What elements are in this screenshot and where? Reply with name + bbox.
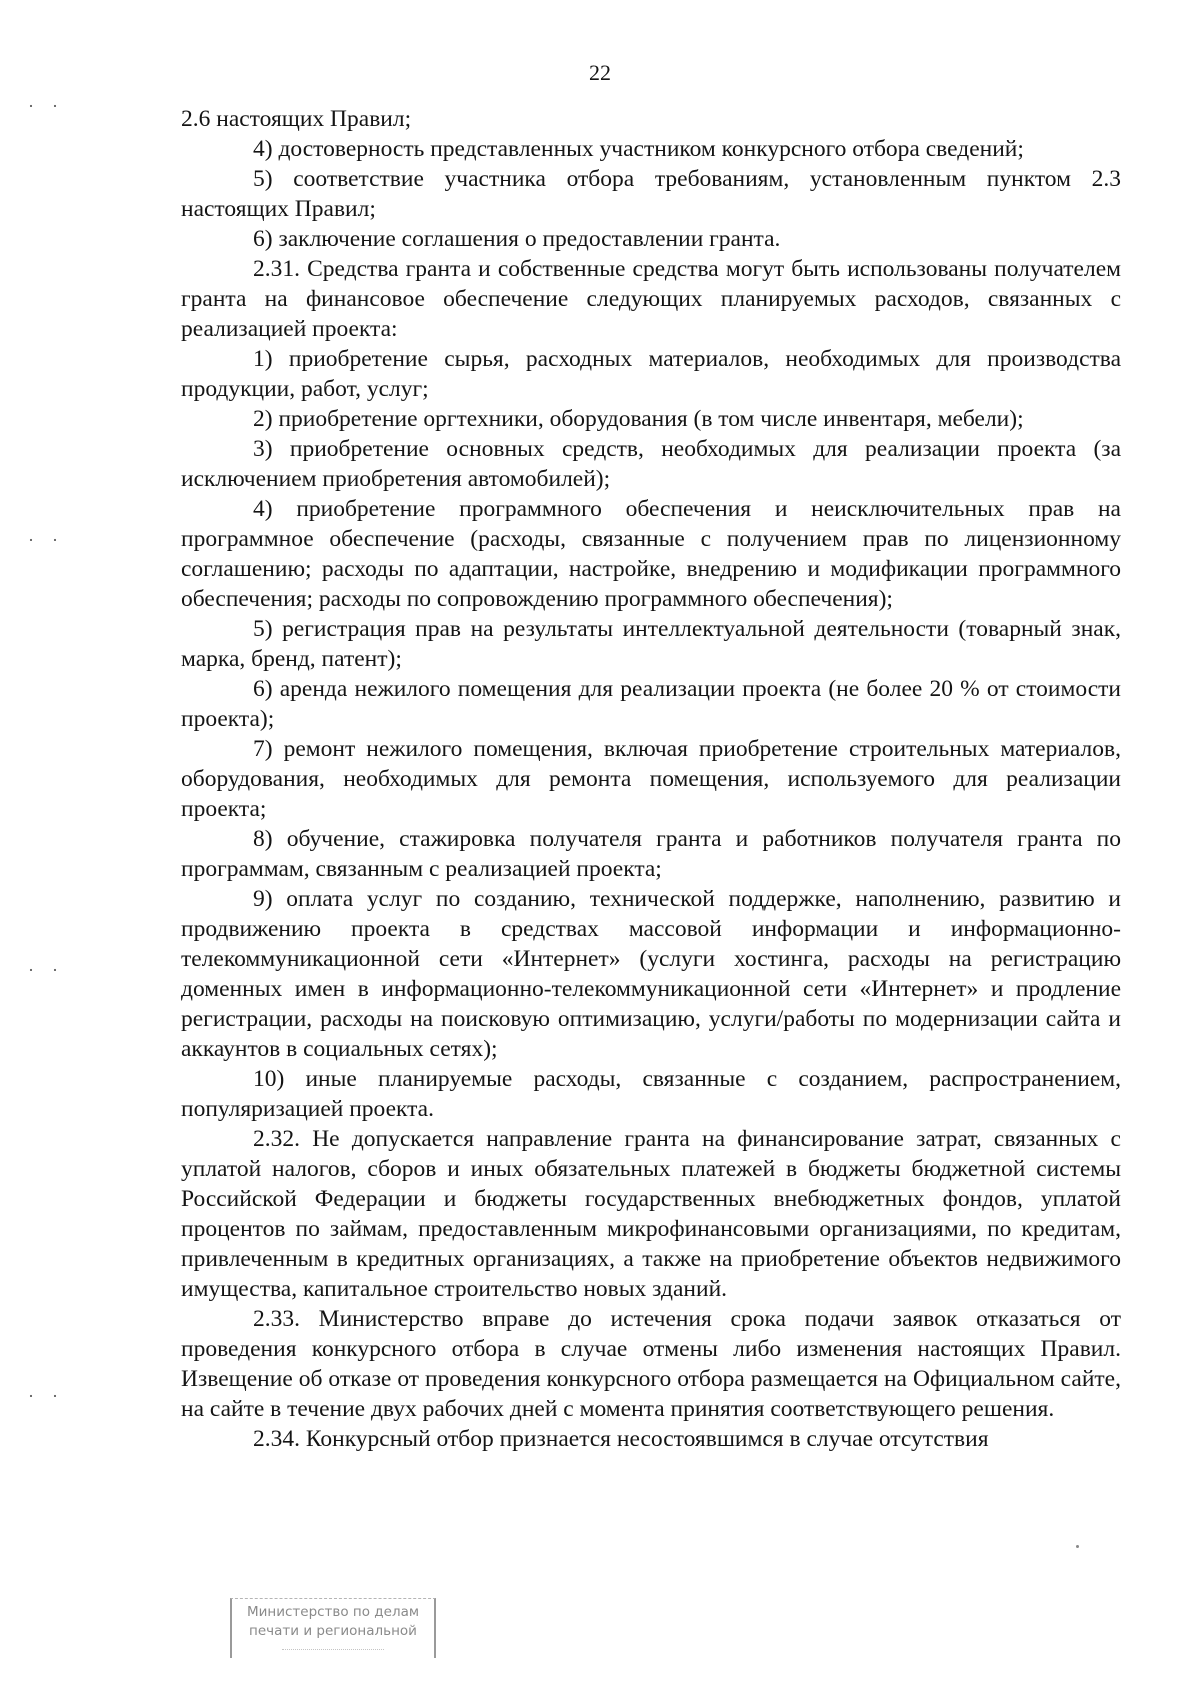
- margin-punch-marks: ··: [28, 96, 76, 116]
- paragraph-item-4: 4) достоверность представленных участником конкурсного отбора сведений;: [253, 136, 1024, 162]
- ministry-stamp: [230, 1598, 436, 1658]
- list-item-10: 10) иные планируемые расходы, связанные с созданием, распространением, популяризацией проекта.: [181, 1066, 1121, 1122]
- paragraph-clause-2-33: 2.33. Министерство вправе до истечения срока подачи заявок отказаться от проведения конкурсного отбора в случае отмены либо изменения настоящих Правил. Извещение об отказе от проведения конкурсного отбора размещается на Официальном сайте, на сайте в течение двух рабочих дней с момента принятия соответствующего решения.: [181, 1306, 1121, 1422]
- list-item-3: 3) приобретение основных средств, необходимых для реализации проекта (за исключением приобретения автомобилей);: [181, 436, 1121, 492]
- margin-punch-marks: ··: [28, 1386, 76, 1406]
- paragraph-continuation: 2.6 настоящих Правил;: [181, 106, 412, 132]
- scan-speck: [1076, 1545, 1079, 1548]
- paragraph-item-6: 6) заключение соглашения о предоставлении гранта.: [253, 226, 781, 252]
- document-body: [181, 104, 1121, 1454]
- stamp-line-2: печати и региональной: [249, 1623, 417, 1639]
- paragraph-clause-2-31: 2.31. Средства гранта и собственные средства могут быть использованы получателем гранта на финансовое обеспечение следующих планируемых расходов, связанных с реализацией проекта:: [181, 256, 1121, 342]
- stamp-line-1: Министерство по делам: [246, 1604, 420, 1620]
- list-item-7: 7) ремонт нежилого помещения, включая приобретение строительных материалов, оборудования, необходимых для ремонта помещения, используемого для реализации проекта;: [181, 736, 1121, 822]
- list-item-2: 2) приобретение оргтехники, оборудования (в том числе инвентаря, мебели);: [253, 406, 1024, 432]
- list-item-4: 4) приобретение программного обеспечения и неисключительных прав на программное обеспечение (расходы, связанные с получением прав по лицензионному соглашению; расходы по адаптации, настройке, внедрению и модификации программного обеспечения; расходы по сопровождению программного обеспечения);: [181, 496, 1121, 612]
- list-item-8: 8) обучение, стажировка получателя гранта и работников получателя гранта по программам, связанным с реализацией проекта;: [181, 826, 1121, 882]
- page-number: 22: [589, 60, 611, 85]
- list-item-1: 1) приобретение сырья, расходных материалов, необходимых для производства продукции, работ, услуг;: [181, 346, 1121, 402]
- stamp-faint-line: [282, 1641, 384, 1650]
- margin-punch-marks: ··: [28, 960, 76, 980]
- list-item-5: 5) регистрация прав на результаты интеллектуальной деятельности (товарный знак, марка, бренд, патент);: [181, 616, 1121, 672]
- list-item-9: 9) оплата услуг по созданию, технической поддержке, наполнению, развитию и продвижению проекта в средствах массовой информации и информационно-телекоммуникационной сети «Интернет» (услуги хостинга, расходы на регистрацию доменных имен в информационно-телекоммуникационной сети «Интернет» и продление регистрации, расходы на поисковую оптимизацию, услуги/работы по модернизации сайта и аккаунтов в социальных сетях);: [181, 886, 1121, 1062]
- list-item-6: 6) аренда нежилого помещения для реализации проекта (не более 20 % от стоимости проекта);: [181, 676, 1121, 732]
- paragraph-clause-2-34: 2.34. Конкурсный отбор признается несостоявшимся в случае отсутствия: [253, 1426, 989, 1452]
- paragraph-item-5: 5) соответствие участника отбора требованиям, установленным пунктом 2.3 настоящих Правил;: [181, 166, 1121, 222]
- paragraph-clause-2-32: 2.32. Не допускается направление гранта на финансирование затрат, связанных с уплатой налогов, сборов и иных обязательных платежей в бюджеты бюджетной системы Российской Федерации и бюджеты государственных внебюджетных фондов, уплатой процентов по займам, предоставленным микрофинансовыми организациями, по кредитам, привлеченным в кредитных организациях, а также на приобретение объектов недвижимого имущества, капитальное строительство новых зданий.: [181, 1126, 1121, 1302]
- margin-punch-marks: ··: [28, 530, 76, 550]
